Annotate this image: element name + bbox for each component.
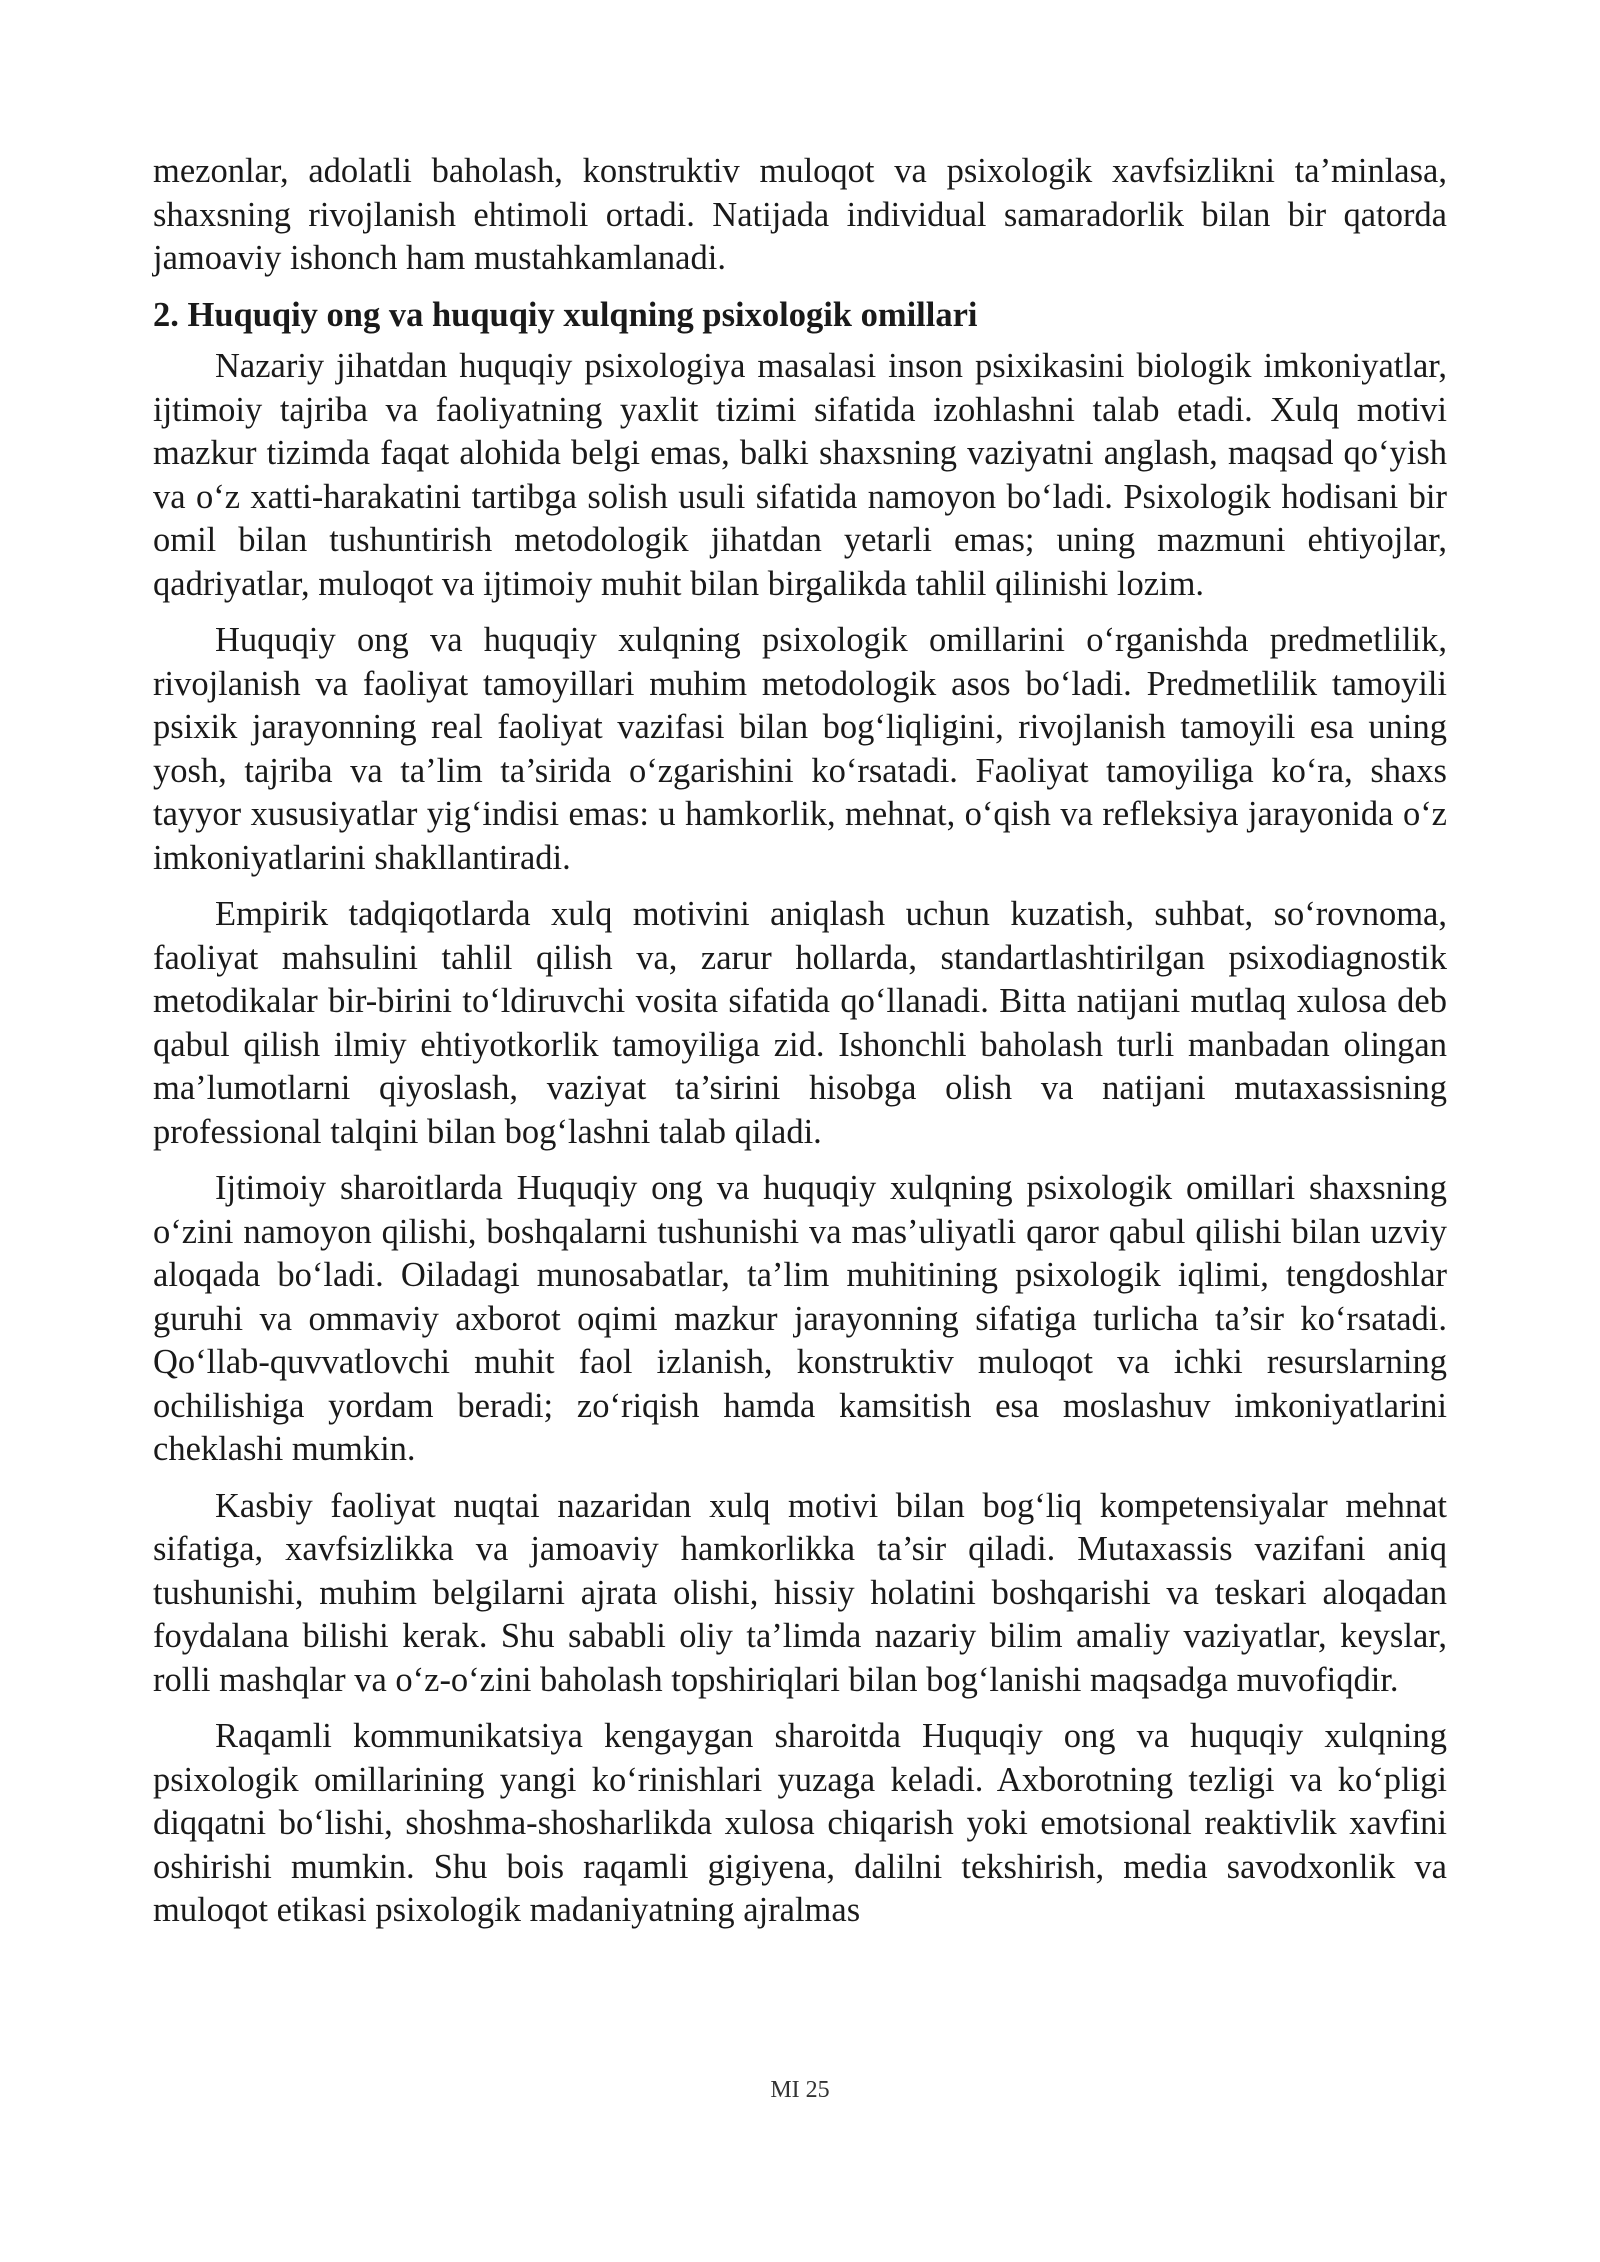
- body-paragraph-5: Kasbiy faoliyat nuqtai nazaridan xulq motivi bilan bog‘liq kompetensiyalar mehnat sifatiga, xavfsizlikka va jamoaviy hamkorlikka ta’sir qiladi. Mutaxassis vazifani aniq tushunishi, muhim belgilarni ajrata olishi, hissiy holatini boshqarishi va teskari aloqadan foydalana bilishi kerak. Shu sababli oliy ta’limda nazariy bilim amaliy vaziyatlar, keyslar, rolli mashqlar va o‘z-o‘zini baholash topshiriqlari bilan bog‘lanishi maqsadga muvofiqdir.: [153, 1486, 1447, 1699]
- page-body: [153, 150, 1447, 1946]
- page-number: MI 25: [770, 2077, 830, 2103]
- body-paragraph-1: Nazariy jihatdan huquqiy psixologiya masalasi inson psixikasini biologik imkoniyatlar, ijtimoiy tajriba va faoliyatning yaxlit tizimi sifatida izohlashni talab etadi. Xulq motivi mazkur tizimda faqat alohida belgi emas, balki shaxsning vaziyatni anglash, maqsad qo‘yish va o‘z xatti-harakatini tartibga solish usuli sifatida namoyon bo‘ladi. Psixologik hodisani bir omil bilan tushuntirish metodologik jihatdan yetarli emas; uning mazmuni ehtiyojlar, qadriyatlar, muloqot va ijtimoiy muhit bilan birgalikda tahlil qilinishi lozim.: [153, 347, 1447, 603]
- body-paragraph-6: Raqamli kommunikatsiya kengaygan sharoitda Huquqiy ong va huquqiy xulqning psixologik omillarining yangi ko‘rinishlari yuzaga keladi. Axborotning tezligi va ko‘pligi diqqatni bo‘lishi, shoshma-shosharlikda xulosa chiqarish yoki emotsional reaktivlik xavfini oshirishi mumkin. Shu bois raqamli gigiyena, dalilni tekshirish, media savodxonlik va muloqot etikasi psixologik madaniyatning ajralmas: [153, 1717, 1447, 1929]
- body-paragraph-2: Huquqiy ong va huquqiy xulqning psixologik omillarini o‘rganishda predmetlilik, rivojlanish va faoliyat tamoyillari muhim metodologik asos bo‘ladi. Predmetlilik tamoyili psixik jarayonning real faoliyat vazifasi bilan bog‘liqligini, rivojlanish tamoyili esa uning yosh, tajriba va ta’lim ta’sirida o‘zgarishini ko‘rsatadi. Faoliyat tamoyiliga ko‘ra, shaxs tayyor xususiyatlar yig‘indisi emas: u hamkorlik, mehnat, o‘qish va refleksiya jarayonida o‘z imkoniyatlarini shakllantiradi.: [153, 621, 1447, 877]
- body-paragraph-3: Empirik tadqiqotlarda xulq motivini aniqlash uchun kuzatish, suhbat, so‘rovnoma, faoliyat mahsulini tahlil qilish va, zarur hollarda, standartlashtirilgan psixodiagnostik metodikalar bir-birini to‘ldiruvchi vosita sifatida qo‘llanadi. Bitta natijani mutlaq xulosa deb qabul qilish ilmiy ehtiyotkorlik tamoyiliga zid. Ishonchli baholash turli manbadan olingan ma’lumotlarni qiyoslash, vaziyat ta’sirini hisobga olish va natijani mutaxassisning professional talqini bilan bog‘lashni talab qiladi.: [153, 895, 1447, 1151]
- section-heading: 2. Huquqiy ong va huquqiy xulqning psixologik omillari: [153, 295, 978, 334]
- continued-paragraph: mezonlar, adolatli baholash, konstruktiv muloqot va psixologik xavfsizlikni ta’minlasa, shaxsning rivojlanish ehtimoli ortadi. Natijada individual samaradorlik bilan bir qatorda jamoaviy ishonch ham mustahkamlanadi.: [153, 152, 1447, 277]
- body-paragraph-4: Ijtimoiy sharoitlarda Huquqiy ong va huquqiy xulqning psixologik omillari shaxsning o‘zini namoyon qilishi, boshqalarni tushunishi va mas’uliyatli qaror qabul qilishi bilan uzviy aloqada bo‘ladi. Oiladagi munosabatlar, ta’lim muhitining psixologik iqlimi, tengdoshlar guruhi va ommaviy axborot oqimi mazkur jarayonning sifatiga turlicha ta’sir ko‘rsatadi. Qo‘llab-quvvatlovchi muhit faol izlanish, konstruktiv muloqot va ichki resurslarning ochilishiga yordam beradi; zo‘riqish hamda kamsitish esa moslashuv imkoniyatlarini cheklashi mumkin.: [153, 1169, 1447, 1468]
